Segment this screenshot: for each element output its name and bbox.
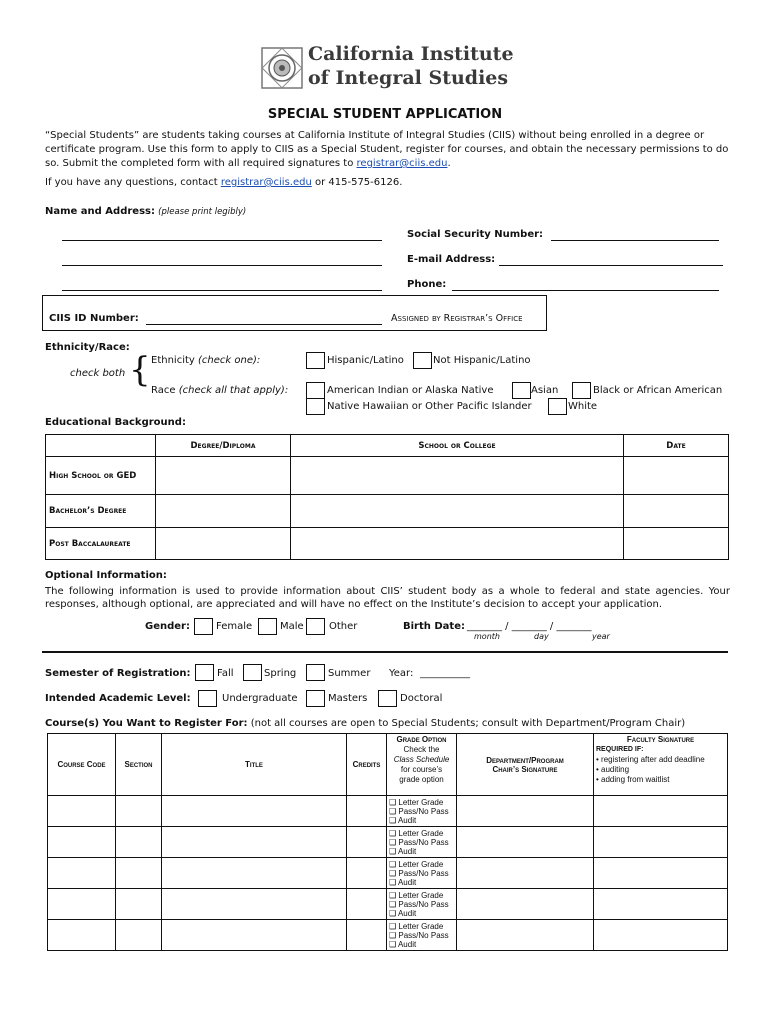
courses-heading <box>45 718 735 729</box>
course-code-cell[interactable] <box>48 858 116 889</box>
checkbox-undergraduate[interactable] <box>198 690 217 707</box>
grade-letter[interactable]: ❑ Letter Grade <box>389 797 444 807</box>
courses-table <box>47 733 728 951</box>
optional-label: Optional Information: <box>45 570 167 581</box>
birth-date-label: Birth Date: <box>403 621 465 632</box>
checkbox-doctoral[interactable] <box>378 690 397 707</box>
row-label-bachelors: Bachelor’s Degree <box>46 495 156 528</box>
semester-label: Semester of Registration: <box>45 668 191 679</box>
header-school: School or College <box>291 435 624 457</box>
questions-line <box>45 177 402 188</box>
grade-pass[interactable]: ❑ Pass/No Pass <box>389 806 449 816</box>
name-line-2[interactable] <box>62 265 382 266</box>
education-row-post-bacc <box>46 528 729 560</box>
checkbox-fall[interactable] <box>195 664 214 681</box>
label-hispanic: Hispanic/Latino <box>327 355 404 366</box>
courses-header-row <box>48 734 728 796</box>
section-cell[interactable] <box>116 858 162 889</box>
education-row-bachelors <box>46 495 729 528</box>
title-cell[interactable] <box>162 889 347 920</box>
grade-letter[interactable]: ❑ Letter Grade <box>389 921 444 931</box>
ethnicity-prompt <box>151 355 260 366</box>
grade-option-text: grade option <box>399 775 444 784</box>
label-summer: Summer <box>328 668 371 679</box>
section-divider <box>42 651 728 653</box>
checkbox-hawaiian[interactable] <box>306 398 325 415</box>
header-date: Date <box>624 435 729 457</box>
race-label: Race <box>151 385 176 396</box>
label-female: Female <box>216 621 253 632</box>
label-masters: Masters <box>328 693 368 704</box>
education-row-high-school <box>46 457 729 495</box>
grade-check: Check the <box>403 745 440 754</box>
dept-signature-cell[interactable] <box>457 827 594 858</box>
contact-email-link[interactable]: registrar@ciis.edu <box>220 177 312 188</box>
grade-audit[interactable]: ❑ Audit <box>389 877 417 887</box>
logo-line-1: California Institute <box>308 43 514 65</box>
header-title: Title <box>162 734 347 796</box>
label-doctoral: Doctoral <box>400 693 443 704</box>
faculty-title: Faculty Signature <box>626 735 695 744</box>
label-male: Male <box>280 621 304 632</box>
ciis-id-input[interactable] <box>146 324 382 325</box>
birth-day-caption: day <box>534 632 549 641</box>
brace: { <box>129 350 151 390</box>
course-code-cell[interactable] <box>48 889 116 920</box>
cell-hs-school[interactable] <box>291 457 624 495</box>
credits-cell[interactable] <box>347 827 387 858</box>
check-both-note: check both <box>70 368 126 379</box>
questions-suffix: or 415-575-6126. <box>311 177 403 188</box>
gender-label: Gender: <box>145 621 190 632</box>
checkbox-not-hispanic[interactable] <box>413 352 432 369</box>
credits-cell[interactable] <box>347 889 387 920</box>
grade-option-cell[interactable] <box>387 796 457 827</box>
cell-hs-degree[interactable] <box>156 457 291 495</box>
title-cell[interactable] <box>162 827 347 858</box>
cell-pb-date[interactable] <box>624 528 729 560</box>
ssn-input[interactable] <box>551 240 719 241</box>
faculty-item-3: • adding from waitlist <box>596 775 670 784</box>
grade-audit[interactable]: ❑ Audit <box>389 846 417 856</box>
label-other: Other <box>329 621 358 632</box>
credits-cell[interactable] <box>347 920 387 951</box>
cell-pb-school[interactable] <box>291 528 624 560</box>
section-cell[interactable] <box>116 920 162 951</box>
header-department <box>457 734 594 796</box>
checkbox-white[interactable] <box>548 398 567 415</box>
grade-pass[interactable]: ❑ Pass/No Pass <box>389 930 449 940</box>
label-black: Black or African American <box>593 385 723 396</box>
education-header-row <box>46 435 729 457</box>
dept-signature-cell[interactable] <box>457 920 594 951</box>
grade-letter[interactable]: ❑ Letter Grade <box>389 890 444 900</box>
grade-audit[interactable]: ❑ Audit <box>389 939 417 949</box>
label-hawaiian: Native Hawaiian or Other Pacific Islander <box>327 401 532 412</box>
section-cell[interactable] <box>116 796 162 827</box>
credits-cell[interactable] <box>347 796 387 827</box>
grade-audit[interactable]: ❑ Audit <box>389 908 417 918</box>
grade-pass[interactable]: ❑ Pass/No Pass <box>389 899 449 909</box>
header-credits: Credits <box>347 734 387 796</box>
phone-label: Phone: <box>407 279 447 290</box>
name-address-note: (please print legibly) <box>158 207 247 217</box>
name-address-label: Name and Address: <box>45 206 155 217</box>
checkbox-male[interactable] <box>258 618 277 635</box>
registrar-email-link[interactable]: registrar@ciis.edu <box>356 158 448 169</box>
grade-class-schedule: Class Schedule <box>393 755 450 764</box>
intro-paragraph <box>45 129 730 171</box>
courses-note: (not all courses are open to Special Students; consult with Department/Program Chair) <box>250 718 686 729</box>
cell-ba-school[interactable] <box>291 495 624 528</box>
year-input[interactable]: __________ <box>420 668 470 679</box>
row-label-post-bacc: Post Baccalaureate <box>46 528 156 560</box>
header-degree: Degree/Diploma <box>156 435 291 457</box>
grade-letter[interactable]: ❑ Letter Grade <box>389 828 444 838</box>
checkbox-other[interactable] <box>306 618 325 635</box>
name-line-1[interactable] <box>62 240 382 241</box>
education-table <box>45 434 729 560</box>
name-line-3[interactable] <box>62 290 382 291</box>
course-row <box>48 889 728 920</box>
course-row <box>48 796 728 827</box>
checkbox-black[interactable] <box>572 382 591 399</box>
ethnicity-race-label: Ethnicity/Race: <box>45 342 130 353</box>
ciis-id-note: Assigned by Registrar’s Office <box>391 313 523 324</box>
credits-cell[interactable] <box>347 858 387 889</box>
checkbox-asian[interactable] <box>512 382 531 399</box>
year-label: Year: <box>389 668 414 679</box>
course-row <box>48 858 728 889</box>
ciis-seal-icon <box>258 44 306 92</box>
cell-ba-date[interactable] <box>624 495 729 528</box>
name-address-heading <box>45 206 246 217</box>
header-course-code: Course Code <box>48 734 116 796</box>
title-cell[interactable] <box>162 858 347 889</box>
grade-letter[interactable]: ❑ Letter Grade <box>389 859 444 869</box>
education-label: Educational Background: <box>45 417 186 428</box>
race-prompt <box>151 385 288 396</box>
checkbox-spring[interactable] <box>243 664 262 681</box>
title-cell[interactable] <box>162 796 347 827</box>
optional-text: The following information is used to provide information about CIIS’ student body as a whole to federal and state agencies. Your responses, although optional, are appreciated and will have no effect on the Institute’s decision to accept your application. <box>45 586 730 610</box>
academic-level-label: Intended Academic Level: <box>45 693 191 704</box>
grade-option-cell[interactable] <box>387 889 457 920</box>
grade-audit[interactable]: ❑ Audit <box>389 815 417 825</box>
birth-month-caption: month <box>474 632 500 641</box>
header-grade-option <box>387 734 457 796</box>
faculty-signature-cell[interactable] <box>594 796 728 827</box>
header-faculty <box>594 734 728 796</box>
birth-date-input[interactable]: _______ / _______ / _______ <box>467 621 592 632</box>
grade-option-cell[interactable] <box>387 827 457 858</box>
label-undergraduate: Undergraduate <box>222 693 298 704</box>
label-asian: Asian <box>531 385 559 396</box>
course-code-cell[interactable] <box>48 920 116 951</box>
faculty-item-1: • registering after add deadline <box>596 755 705 764</box>
section-cell[interactable] <box>116 827 162 858</box>
courses-label: Course(s) You Want to Register For: <box>45 718 248 729</box>
course-row <box>48 827 728 858</box>
cell-ba-degree[interactable] <box>156 495 291 528</box>
course-row <box>48 920 728 951</box>
grade-for-course: for course’s <box>400 765 443 774</box>
section-cell[interactable] <box>116 889 162 920</box>
label-fall: Fall <box>217 668 234 679</box>
education-header-blank <box>46 435 156 457</box>
label-american-indian: American Indian or Alaska Native <box>327 385 494 396</box>
faculty-item-2: • auditing <box>596 765 630 774</box>
grade-pass[interactable]: ❑ Pass/No Pass <box>389 837 449 847</box>
label-white: White <box>568 401 598 412</box>
dept-line-1: Department/Program <box>486 755 564 765</box>
cell-hs-date[interactable] <box>624 457 729 495</box>
questions-prefix: If you have any questions, contact <box>45 177 221 188</box>
phone-input[interactable] <box>452 290 719 291</box>
dept-signature-cell[interactable] <box>457 889 594 920</box>
row-label-high-school: High School or GED <box>46 457 156 495</box>
checkbox-female[interactable] <box>194 618 213 635</box>
grade-option-title: Grade Option <box>396 735 447 744</box>
faculty-required: REQUIRED IF: <box>596 746 644 753</box>
faculty-signature-cell[interactable] <box>594 827 728 858</box>
ssn-label: Social Security Number: <box>407 229 544 240</box>
page-title: SPECIAL STUDENT APPLICATION <box>267 107 503 122</box>
faculty-signature-cell[interactable] <box>594 858 728 889</box>
ciis-id-label: CIIS ID Number: <box>49 313 139 324</box>
email-input[interactable] <box>499 265 723 266</box>
faculty-signature-cell[interactable] <box>594 889 728 920</box>
title-cell[interactable] <box>162 920 347 951</box>
header-section: Section <box>116 734 162 796</box>
email-label: E-mail Address: <box>407 254 496 265</box>
grade-option-cell[interactable] <box>387 858 457 889</box>
ethnicity-label: Ethnicity <box>151 355 195 366</box>
label-spring: Spring <box>264 668 297 679</box>
label-not-hispanic: Not Hispanic/Latino <box>433 355 531 366</box>
course-code-cell[interactable] <box>48 796 116 827</box>
grade-pass[interactable]: ❑ Pass/No Pass <box>389 868 449 878</box>
dept-signature-cell[interactable] <box>457 858 594 889</box>
course-code-cell[interactable] <box>48 827 116 858</box>
race-note: (check all that apply): <box>178 385 289 396</box>
ciis-logo <box>258 42 518 94</box>
grade-option-cell[interactable] <box>387 920 457 951</box>
checkbox-masters[interactable] <box>306 690 325 707</box>
checkbox-hispanic[interactable] <box>306 352 325 369</box>
faculty-signature-cell[interactable] <box>594 920 728 951</box>
checkbox-american-indian[interactable] <box>306 382 325 399</box>
ethnicity-note: (check one): <box>198 355 261 366</box>
cell-pb-degree[interactable] <box>156 528 291 560</box>
dept-signature-cell[interactable] <box>457 796 594 827</box>
intro-end: . <box>447 158 451 169</box>
checkbox-summer[interactable] <box>306 664 325 681</box>
dept-line-2: Chair’s Signature <box>492 764 558 774</box>
birth-year-caption: year <box>592 632 610 641</box>
logo-line-2: of Integral Studies <box>308 67 509 89</box>
intro-text: “Special Students” are students taking courses at California Institute of Integral Studies (CIIS) without being enrolled in a degree or certificate program. Use this form to apply to CIIS as a Special Student, register for courses, and obtain the necessary permissions to do so. Submit the completed form with all required signatures to <box>45 130 729 169</box>
